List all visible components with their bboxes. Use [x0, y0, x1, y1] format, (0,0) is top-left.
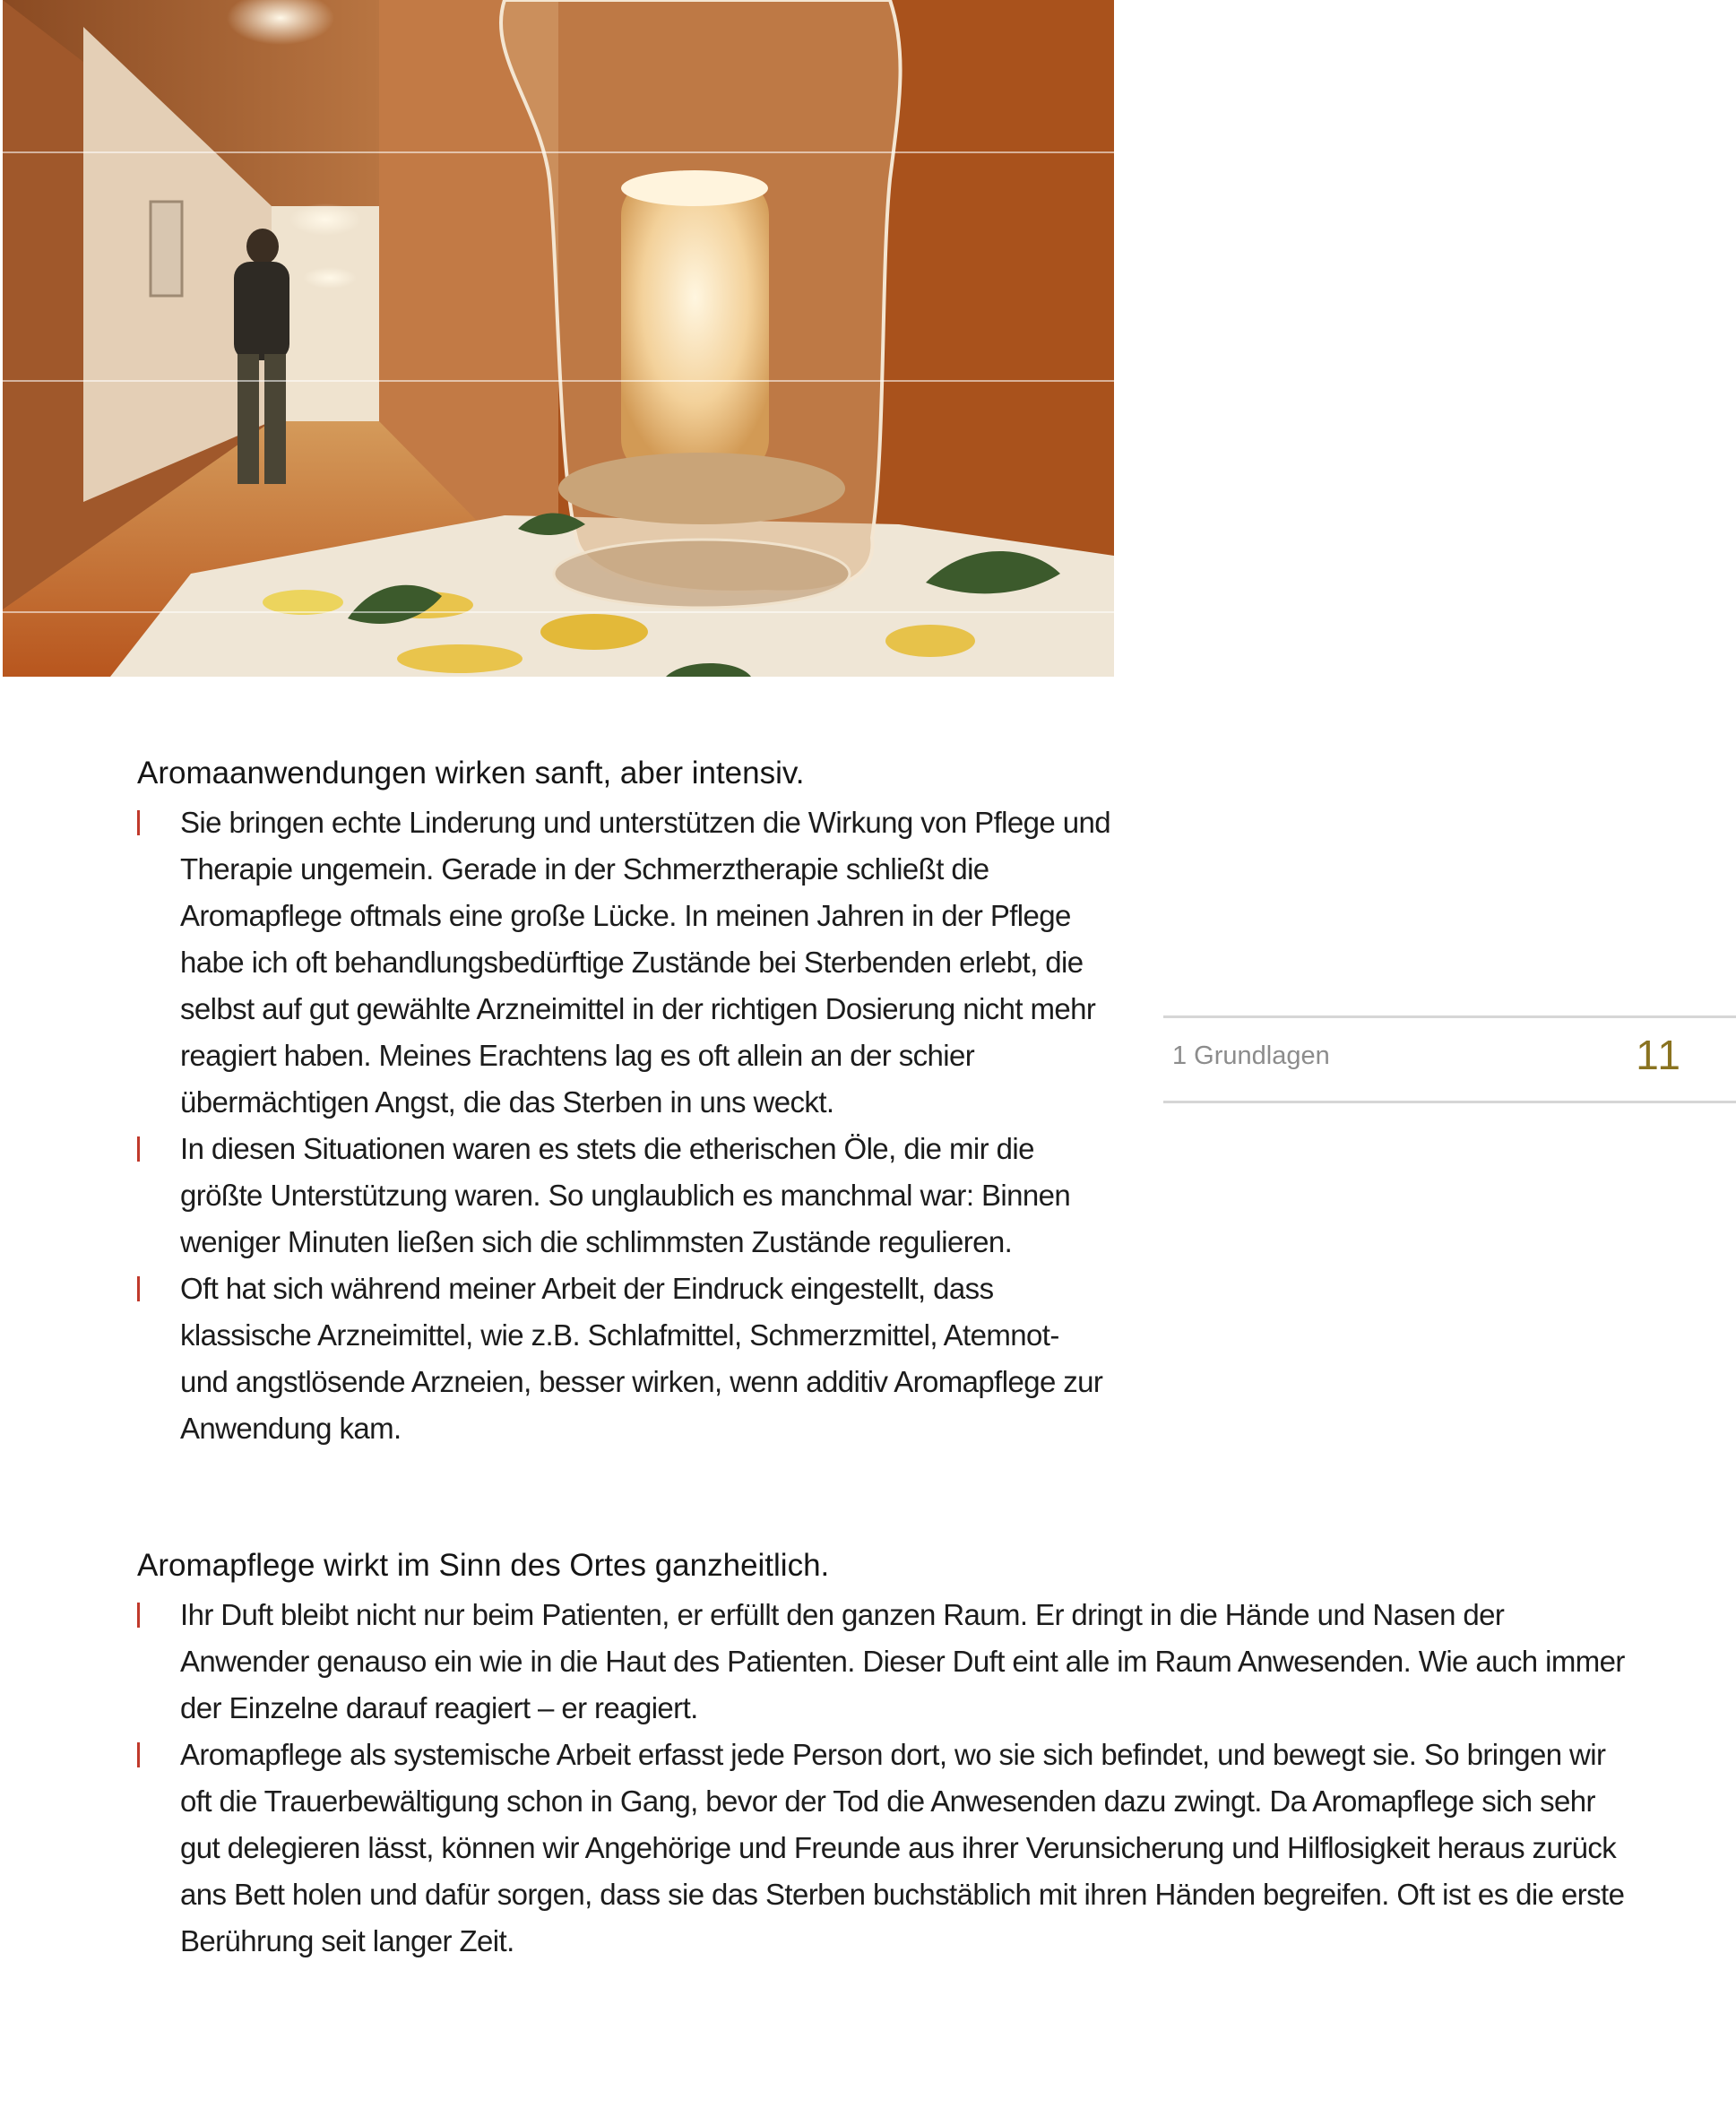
section-aromapflege [137, 1543, 1625, 1965]
bullet-text: Aromapflege als systemische Arbeit erfasst jede Person dort, wo sie sich befindet, und bewegt sie. So bringen wir oft die Trauerbewältigung schon in Gang, bevor der Tod die Anwesenden dazu zwingt. Da Aromapflege sich sehr gut delegieren lässt, können wir Angehörige und Freunde aus ihrer Verunsicherung und Hilflosigkeit heraus zurück ans Bett holen und dafür sorgen, dass sie das Sterben buchstäblich mit ihren Händen begreifen. Oft ist es die erste Berührung seit langer Zeit. [180, 1738, 1625, 1957]
section-heading: Aromapflege wirkt im Sinn des Ortes ganzheitlich. [137, 1548, 830, 1583]
bullet-text: Sie bringen echte Linderung und unterstützen die Wirkung von Pflege und Therapie ungemein. Gerade in der Schmerztherapie schließt die Aromapflege oftmals eine große Lücke. In meinen Jahren in der Pflege habe ich oft behandlungsbedürftige Zustände bei Sterbenden erlebt, die selbst auf gut gewählte Arzneimittel in der richtigen Dosierung nicht mehr reagiert haben. Meines Erachtens lag es oft allein an der schier übermächtigen Angst, die das Sterben in uns weckt. [180, 806, 1110, 1119]
bullet-text: Ihr Duft bleibt nicht nur beim Patienten, er erfüllt den ganzen Raum. Er dringt in die Hände und Nasen der Anwender genauso ein wie in die Haut des Patienten. Dieser Duft eint alle im Raum Anwesenden. Wie auch immer der Einzelne darauf reagiert – er reagiert. [180, 1598, 1625, 1724]
bullet-list [137, 799, 1114, 1452]
list-item [137, 1266, 1114, 1452]
bullet-marker [137, 1603, 140, 1628]
list-item [137, 1126, 1114, 1266]
bullet-text: Oft hat sich während meiner Arbeit der Eindruck eingestellt, dass klassische Arzneimittel, wie z.B. Schlafmittel, Schmerzmittel, Atemnot- und angstlösende Arzneien, besser wirken, wenn additiv Aromapflege zur Anwendung kam. [180, 1272, 1103, 1445]
list-item [137, 1732, 1625, 1965]
section-heading: Aromaanwendungen wirken sanft, aber intensiv. [137, 756, 805, 791]
bullet-list [137, 1592, 1625, 1965]
bullet-marker [137, 810, 140, 835]
bullet-marker [137, 1742, 140, 1767]
bullet-marker [137, 1276, 140, 1301]
list-item [137, 1592, 1625, 1732]
section-aromaanwendungen [137, 751, 1114, 1452]
chapter-label: 1 Grundlagen [1172, 1041, 1330, 1070]
candle-lantern-photo [3, 0, 1114, 677]
bullet-marker [137, 1136, 140, 1162]
page-number: 11 [1636, 1032, 1682, 1078]
bullet-text: In diesen Situationen waren es stets die etherischen Öle, die mir die größte Unterstützung waren. So unglaublich es manchmal war: Binnen weniger Minuten ließen sich die schlimmsten Zustände regulieren. [180, 1132, 1071, 1258]
list-item [137, 799, 1114, 1126]
chapter-marker [1163, 1015, 1736, 1103]
